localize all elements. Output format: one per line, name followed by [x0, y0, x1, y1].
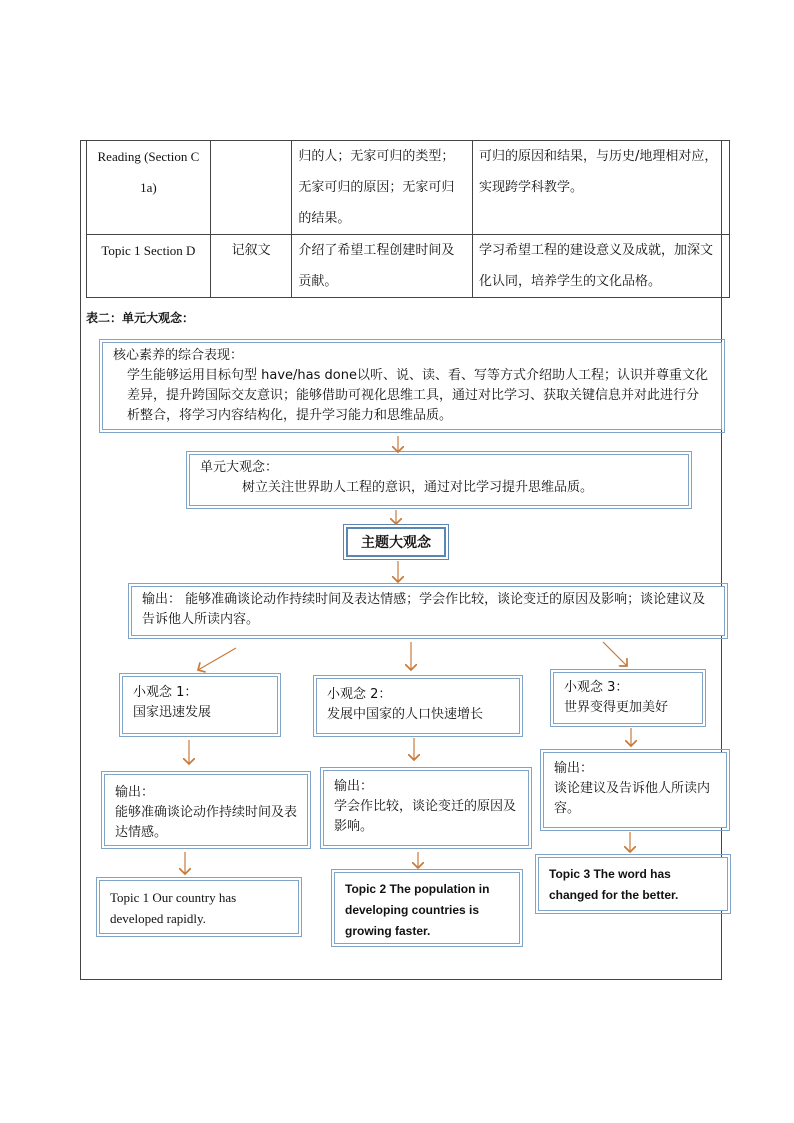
section-cell: Reading (Section C 1a) [87, 141, 211, 235]
content-cell: 介绍了希望工程创建时间及贡献。 [292, 235, 473, 298]
sub-concept-body: 发展中国家的人口快速增长 [327, 707, 484, 722]
topic-box [99, 880, 299, 934]
topic-text: Topic 2 The population in developing countries is growing faster. [345, 882, 490, 938]
goal-cell: 学习希望工程的建设意义及成就，加深文化认同，培养学生的文化品格。 [472, 235, 729, 298]
output-title: 输出： [334, 779, 374, 794]
output-box [543, 752, 727, 828]
core-literacy-box [102, 342, 722, 430]
table-row [87, 141, 730, 235]
type-cell: 记叙文 [210, 235, 292, 298]
sub-concept-box [316, 678, 520, 734]
content-cell: 归的人；无家可归的类型；无家可归的原因；无家可归的结果。 [292, 141, 473, 235]
output-box [104, 774, 308, 846]
unit-concept-body: 树立关注世界助人工程的意识，通过对比学习提升思维品质。 [242, 480, 594, 495]
main-output-box [131, 586, 725, 636]
output-title: 输出： [554, 761, 594, 776]
unit-table [86, 140, 730, 298]
topic-box [538, 857, 728, 911]
unit-concept-box [189, 454, 689, 506]
type-cell [210, 141, 292, 235]
sub-concept-title: 小观念 2： [327, 687, 392, 702]
sub-concept-title: 小观念 1： [133, 685, 198, 700]
core-literacy-body: 学生能够运用目标句型 have/has done以听、说、读、看、写等方式介绍助人工程；认识并尊重文化差异，提升跨国际交友意识；能够借助可视化思维工具，通过对比学习、获取关键信息并对此进行分析整合，将学习内容结构化，提升学习能力和思维品质。 [127, 368, 708, 423]
sub-concept-box [122, 676, 278, 734]
sub-concept-body: 世界变得更加美好 [564, 700, 669, 715]
unit-concept-title: 单元大观念： [200, 460, 279, 475]
output-box [323, 770, 529, 846]
topic-text: Topic 1 Our country has developed rapidly. [110, 890, 237, 926]
goal-cell: 可归的原因和结果，与历史/地理相对应，实现跨学科教学。 [472, 141, 729, 235]
core-literacy-title: 核心素养的综合表现： [113, 348, 244, 363]
output-body: 学会作比较，谈论变迁的原因及影响。 [334, 799, 517, 834]
output-title: 输出： [115, 785, 155, 800]
output-body: 谈论建议及告诉他人所读内容。 [554, 781, 711, 816]
theme-concept-label: 主题大观念 [361, 535, 431, 551]
output-body: 能够准确谈论动作持续时间及表达情感。 [115, 805, 298, 840]
topic-box [334, 872, 520, 944]
table-row [87, 235, 730, 298]
theme-concept-box [346, 527, 446, 557]
topic-text: Topic 3 The word has changed for the better. [549, 867, 679, 902]
section-title: 表二：单元大观念： [86, 311, 195, 325]
sub-concept-title: 小观念 3： [564, 680, 629, 695]
section-cell: Topic 1 Section D [87, 235, 211, 298]
main-output-text: 输出： 能够准确谈论动作持续时间及表达情感；学会作比较，谈论变迁的原因及影响；谈论建议及告诉他人所读内容。 [142, 592, 706, 627]
sub-concept-body: 国家迅速发展 [133, 705, 212, 720]
sub-concept-box [553, 672, 703, 724]
